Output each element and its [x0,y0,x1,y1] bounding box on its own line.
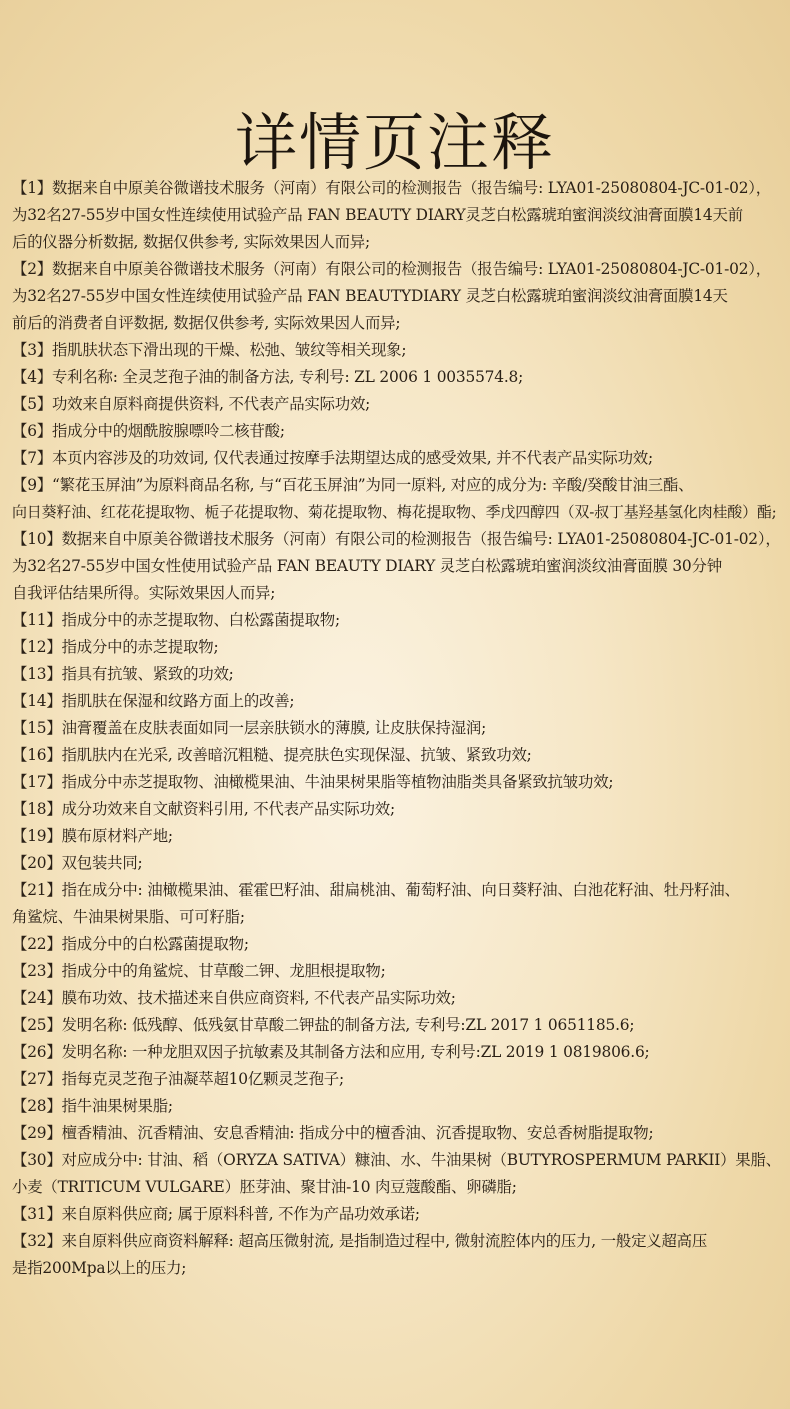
note-line: 前后的消费者自评数据, 数据仅供参考, 实际效果因人而异; [12,314,401,332]
note-line: 为32名27-55岁中国女性连续使用试验产品 FAN BEAUTYDIARY 灵芝白松露琥珀蜜润淡纹油膏面膜14天 [12,287,728,305]
note-item [12,823,784,850]
note-line: 角鲨烷、牛油果树果脂、可可籽脂; [12,908,245,926]
note-line: 【3】指肌肤状态下滑出现的干燥、松弛、皱纹等相关现象; [12,341,407,359]
note-line: 【15】油膏覆盖在皮肤表面如同一层亲肤锁水的薄膜, 让皮肤保持湿润; [12,719,487,737]
note-line: 【4】专利名称: 全灵芝孢子油的制备方法, 专利号: ZL 2006 1 0035574.8; [12,368,524,386]
note-line: 【18】成分功效来自文献资料引用, 不代表产品实际功效; [12,800,395,818]
note-item [12,661,784,688]
note-line: 小麦（TRITICUM VULGARE）胚芽油、聚甘油-10 肉豆蔻酸酯、卵磷脂; [12,1178,517,1196]
note-item [12,445,784,472]
note-line: 【32】来自原料供应商资料解释: 超高压微射流, 是指制造过程中, 微射流腔体内的压力, 一般定义超高压 [12,1232,708,1250]
note-item [12,715,784,742]
note-line: 【20】双包装共同; [12,854,143,872]
note-line: 【5】功效来自原料商提供资料, 不代表产品实际功效; [12,395,371,413]
note-line: 自我评估结果所得。实际效果因人而异; [12,584,276,602]
note-line: 【9】“繁花玉屏油”为原料商品名称, 与“百花玉屏油”为同一原料, 对应的成分为: 辛酸/癸酸甘油三酯、 [12,476,694,494]
note-item [12,472,784,526]
note-item [12,850,784,877]
note-item [12,1039,784,1066]
note-item [12,688,784,715]
note-item [12,337,784,364]
note-line: 【11】指成分中的赤芝提取物、白松露菌提取物; [12,611,340,629]
note-item [12,1120,784,1147]
note-line: 【10】数据来自中原美谷微谱技术服务（河南）有限公司的检测报告（报告编号: LYA01-25080804-JC-01-02）， [12,530,781,548]
note-item [12,364,784,391]
note-item [12,175,784,256]
note-line: 【16】指肌肤内在光采, 改善暗沉粗糙、提亮肤色实现保湿、抗皱、紧致功效; [12,746,532,764]
note-item [12,985,784,1012]
note-item [12,742,784,769]
note-line: 【7】本页内容涉及的功效词, 仅代表通过按摩手法期望达成的感受效果, 并不代表产品实际功效; [12,449,653,467]
note-line: 【17】指成分中赤芝提取物、油橄榄果油、牛油果树果脂等植物油脂类具备紧致抗皱功效; [12,773,614,791]
note-item [12,931,784,958]
note-line: 【12】指成分中的赤芝提取物; [12,638,219,656]
note-item [12,769,784,796]
note-line: 【28】指牛油果树果脂; [12,1097,173,1115]
note-line: 【31】来自原料供应商; 属于原料科普, 不作为产品功效承诺; [12,1205,420,1223]
note-line: 【19】膜布原材料产地; [12,827,173,845]
note-line: 【29】檀香精油、沉香精油、安息香精油: 指成分中的檀香油、沉香提取物、安总香树脂提取物; [12,1124,654,1142]
note-line: 后的仪器分析数据, 数据仅供参考, 实际效果因人而异; [12,233,370,251]
note-line: 【13】指具有抗皱、紧致的功效; [12,665,234,683]
note-line: 【23】指成分中的角鲨烷、甘草酸二钾、龙胆根提取物; [12,962,386,980]
note-line: 【1】数据来自中原美谷微谱技术服务（河南）有限公司的检测报告（报告编号: LYA01-25080804-JC-01-02）， [12,179,771,197]
note-line: 为32名27-55岁中国女性连续使用试验产品 FAN BEAUTY DIARY灵芝白松露琥珀蜜润淡纹油膏面膜14天前 [12,206,743,224]
note-item [12,256,784,337]
note-item [12,391,784,418]
note-line: 向日葵籽油、红花花提取物、栀子花提取物、菊花提取物、梅花提取物、季戊四醇四（双-叔丁基羟基氢化肉桂酸）酯; [12,503,777,521]
note-item [12,796,784,823]
note-line: 【30】对应成分中: 甘油、稻（ORYZA SATIVA）糠油、水、牛油果树（BUTYROSPERMUM PARKII）果脂、 [12,1151,781,1169]
note-line: 【27】指每克灵芝孢子油凝萃超10亿颗灵芝孢子; [12,1070,344,1088]
note-item [12,1228,784,1282]
note-line: 【2】数据来自中原美谷微谱技术服务（河南）有限公司的检测报告（报告编号: LYA01-25080804-JC-01-02）， [12,260,771,278]
note-item [12,1147,784,1201]
note-line: 为32名27-55岁中国女性使用试验产品 FAN BEAUTY DIARY 灵芝白松露琥珀蜜润淡纹油膏面膜 30分钟 [12,557,722,575]
note-item [12,418,784,445]
note-line: 【6】指成分中的烟酰胺腺嘌呤二核苷酸; [12,422,285,440]
note-line: 【24】膜布功效、技术描述来自供应商资料, 不代表产品实际功效; [12,989,456,1007]
note-item [12,634,784,661]
note-item [12,526,784,607]
note-item [12,1066,784,1093]
note-line: 【22】指成分中的白松露菌提取物; [12,935,249,953]
note-line: 【25】发明名称: 低残醇、低残氨甘草酸二钾盐的制备方法, 专利号:ZL 2017 1 0651185.6; [12,1016,635,1034]
note-item [12,1093,784,1120]
note-line: 是指200Mpa以上的压力; [12,1259,187,1277]
note-item [12,877,784,931]
note-item [12,607,784,634]
note-item [12,958,784,985]
page-title: 详情页注释 [234,105,555,179]
note-line: 【21】指在成分中: 油橄榄果油、霍霍巴籽油、甜扁桃油、葡萄籽油、向日葵籽油、白池花籽油、牡丹籽油、 [12,881,740,899]
note-line: 【26】发明名称: 一种龙胆双因子抗敏素及其制备方法和应用, 专利号:ZL 2019 1 0819806.6; [12,1043,650,1061]
note-item [12,1201,784,1228]
note-line: 【14】指肌肤在保湿和纹路方面上的改善; [12,692,295,710]
note-item [12,1012,784,1039]
notes-list [12,175,784,1282]
